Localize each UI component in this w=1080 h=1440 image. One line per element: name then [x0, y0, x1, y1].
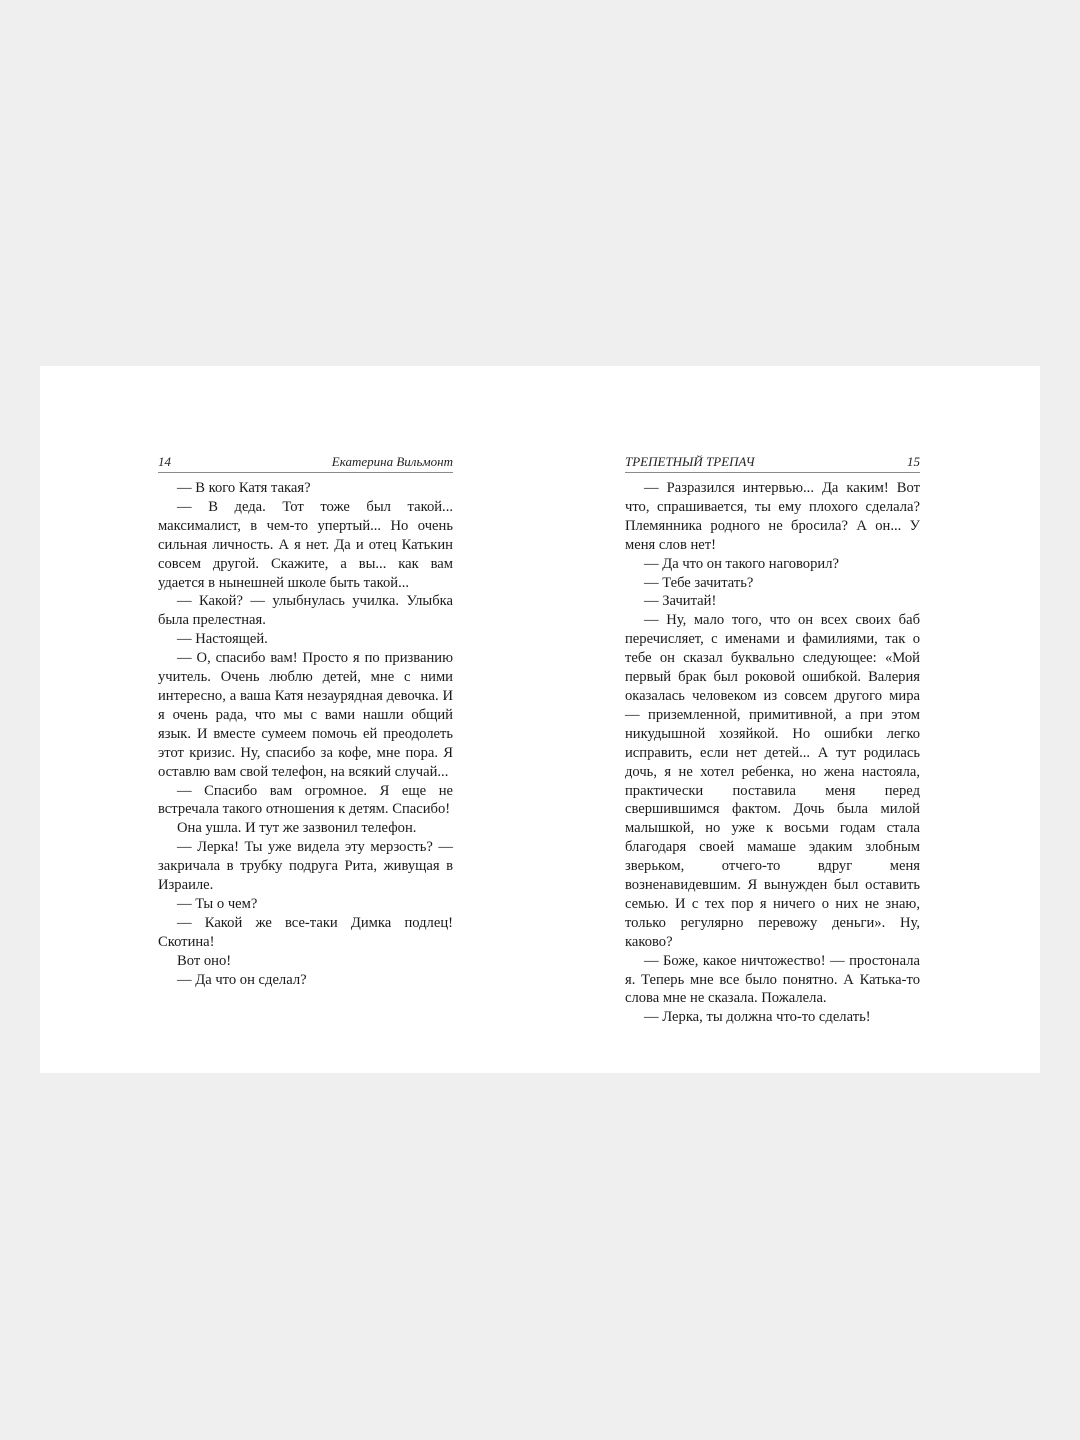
paragraph: — Лерка! Ты уже видела эту мерзость? — закричала в трубку подруга Рита, живущая в Израиле.	[158, 839, 453, 894]
right-body-text	[625, 479, 920, 1027]
paragraph: — О, спасибо вам! Просто я по призванию учитель. Очень люблю детей, мне с ними интересно, а ваша Катя незаурядная девочка. И я очень рада, что мы с вами нашли общий язык. И вместе сумеем помочь ей преодолеть этот кризис. Ну, спасибо за кофе, мне пора. Я оставлю вам свой телефон, на всякий случай...	[158, 650, 453, 780]
paragraph: — Лерка, ты должна что-то сделать!	[644, 1009, 871, 1026]
paragraph: — Ты о чем?	[177, 895, 258, 912]
paragraph: — Да что он такого наговорил?	[644, 555, 839, 572]
right-running-head	[625, 454, 920, 473]
left-page-number: 14	[158, 454, 171, 469]
paragraph: — Спасибо вам огромное. Я еще не встречала такого отношения к детям. Спасибо!	[158, 782, 453, 818]
paragraph: — В деда. Тот тоже был такой... максималист, в чем-то упертый... Но очень сильная личность. А я нет. Да и отец Катькин совсем другой. Скажите, а вы... как вам удается в нынешней школе быть такой...	[158, 498, 453, 591]
left-page	[158, 454, 453, 989]
paragraph: Она ушла. И тут же зазвонил телефон.	[177, 820, 417, 837]
left-body-text	[158, 479, 453, 989]
left-running-title: Екатерина Вильмонт	[331, 454, 453, 469]
paragraph: — В кого Катя такая?	[177, 480, 311, 496]
paragraph: — Какой? — улыбнулась училка. Улыбка была прелестная.	[158, 593, 453, 629]
paragraph: — Ну, мало того, что он всех своих баб перечисляет, с именами и фамилиями, так о тебе он сказал буквально следующее: «Мой первый брак был роковой ошибкой. Валерия оказалась человеком из совсем другого мира — приземленной, примитивной, а при этом никудышной хозяйкой. Но ошибки легко исправить, если нет детей... А тут родилась дочь, я не хотел ребенка, но жена настояла, практически поставила меня перед свершившимся фактом. Дочь была милой малышкой, но уже к восьми годам стала благодаря своей мамаше эдаким злобным зверьком, отчего-то вдруг меня возненавидевшим. Я вынужден был оставить семью. И с тех пор я ничего о них не знаю, только регулярно перевожу деньги». Ну, каково?	[625, 612, 920, 950]
book-spread	[40, 366, 1040, 1073]
paragraph: — Настоящей.	[177, 631, 268, 648]
paragraph: — Разразился интервью... Да каким! Вот что, спрашивается, ты ему плохого сделала? Племянника родного не бросила? А он... У меня слов нет!	[625, 480, 920, 553]
paragraph: — Зачитай!	[644, 593, 717, 610]
paragraph: — Боже, какое ничтожество! — простонала я. Теперь мне все было понятно. А Катька-то слова мне не сказала. Пожалела.	[625, 952, 920, 1007]
right-running-title: ТРЕПЕТНЫЙ ТРЕПАЧ	[625, 454, 755, 469]
left-running-head	[158, 454, 453, 473]
paragraph: Вот оно!	[177, 952, 232, 969]
paragraph: — Какой же все-таки Димка подлец! Скотина!	[158, 914, 453, 950]
right-page-number: 15	[907, 454, 920, 469]
paragraph: — Тебе зачитать?	[644, 574, 754, 591]
paragraph: — Да что он сделал?	[177, 971, 307, 988]
right-page	[625, 454, 920, 1027]
